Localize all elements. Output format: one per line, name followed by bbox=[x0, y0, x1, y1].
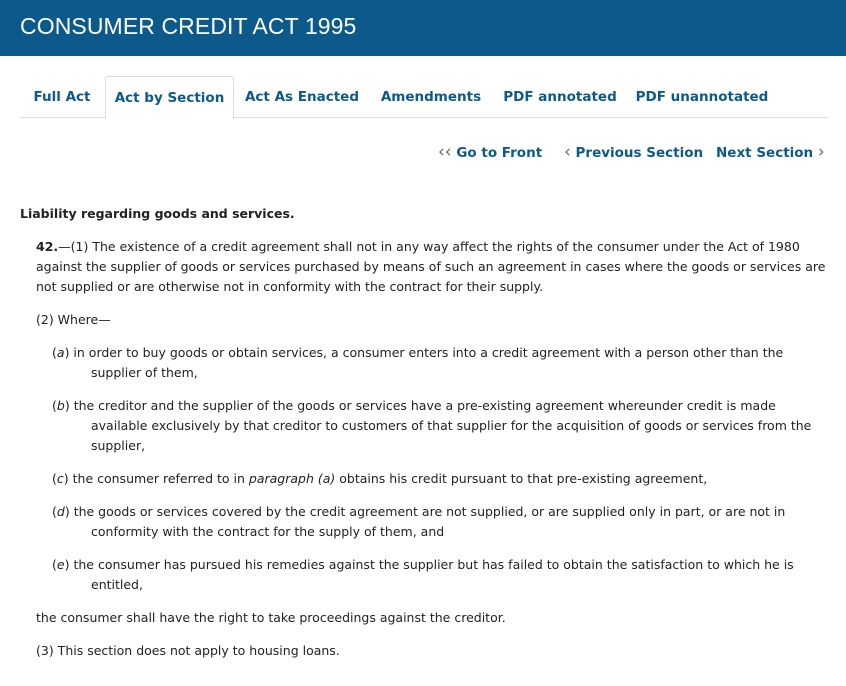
subsection-2: (2) Where— bbox=[36, 312, 111, 327]
subsection-3: (3) This section does not apply to housing loans. bbox=[36, 643, 340, 658]
go-to-front-link[interactable] bbox=[438, 142, 542, 162]
paragraph-a: (a) in order to buy goods or obtain services, a consumer enters into a credit agreement with a person other than the supplier of them, bbox=[52, 345, 784, 380]
tab-full-act[interactable]: Full Act bbox=[33, 89, 91, 105]
page-title: CONSUMER CREDIT ACT 1995 bbox=[20, 13, 357, 39]
section-content bbox=[20, 204, 826, 674]
paragraph-text: in order to buy goods or obtain services, a consumer enters into a credit agreement with a person other than the supplier of them, bbox=[69, 345, 784, 380]
subsection-1-text: The existence of a credit agreement shall not in any way affect the rights of the consumer under the Act of 1980 against the supplier of goods or services purchased by means of such an agreement in cases where the goods or services are not supplied or are otherwise not in conformity with the contract for their supply. bbox=[36, 239, 826, 294]
paragraph-text: the goods or services covered by the credit agreement are not supplied, or are supplied only in part, or are not in conformity with the contract for the supply of them, and bbox=[69, 504, 786, 539]
tab-pdf-unannotated[interactable]: PDF unannotated bbox=[635, 89, 769, 105]
section-number: 42. bbox=[36, 239, 59, 254]
paragraph-letter: e bbox=[56, 557, 65, 572]
paragraph-reference: paragraph (a) bbox=[248, 471, 336, 486]
chevron-left-icon: ‹ bbox=[564, 142, 571, 162]
tab-bar bbox=[20, 76, 828, 118]
double-chevron-left-icon: ‹‹ bbox=[438, 142, 452, 162]
paragraph-d: (d) the goods or services covered by the credit agreement are not supplied, or are supplied only in part, or are not in conformity with the contract for the supply of them, and bbox=[52, 504, 786, 539]
go-to-front-label: Go to Front bbox=[456, 145, 543, 161]
previous-section-link[interactable] bbox=[564, 142, 703, 162]
paragraph-letter: a bbox=[56, 345, 65, 360]
paragraph-c: (c) the consumer referred to in paragraph (a) obtains his credit pursuant to that pre-existing agreement, bbox=[52, 471, 708, 486]
section-heading: Liability regarding goods and services. bbox=[20, 206, 295, 221]
tab-act-by-section[interactable]: Act by Section bbox=[105, 76, 234, 119]
conclusion: the consumer shall have the right to take proceedings against the creditor. bbox=[36, 610, 506, 625]
paragraph-letter: d bbox=[56, 504, 65, 519]
next-section-link[interactable] bbox=[716, 142, 825, 162]
tab-amendments[interactable]: Amendments bbox=[380, 89, 482, 105]
tab-act-as-enacted[interactable]: Act As Enacted bbox=[244, 89, 359, 105]
paragraph-letter: b bbox=[56, 398, 65, 413]
paragraph-text: the consumer referred to in bbox=[68, 471, 249, 486]
site-header bbox=[0, 0, 846, 56]
previous-section-label: Previous Section bbox=[575, 145, 704, 161]
subsection-1 bbox=[20, 237, 826, 297]
subsection-1-marker: —(1) bbox=[58, 239, 89, 254]
tab-pdf-annotated[interactable]: PDF annotated bbox=[503, 89, 617, 105]
paragraph-letter: c bbox=[56, 471, 64, 486]
paragraph-text: obtains his credit pursuant to that pre-existing agreement, bbox=[335, 471, 708, 486]
next-section-label: Next Section bbox=[716, 145, 814, 161]
paragraph-text: the consumer has pursued his remedies against the supplier but has failed to obtain the satisfaction to which he is entitled, bbox=[69, 557, 794, 592]
chevron-right-icon: › bbox=[817, 142, 825, 162]
paragraph-e: (e) the consumer has pursued his remedies against the supplier but has failed to obtain the satisfaction to which he is entitled, bbox=[52, 557, 794, 592]
paragraph-b: (b) the creditor and the supplier of the goods or services have a pre-existing agreement whereunder credit is made available exclusively by that creditor to customers of that supplier for the acquisition of goods or services from the supplier, bbox=[52, 398, 812, 453]
paragraph-text: the creditor and the supplier of the goods or services have a pre-existing agreement whereunder credit is made available exclusively by that creditor to customers of that supplier for the acquisition of goods or services from the supplier, bbox=[69, 398, 812, 453]
